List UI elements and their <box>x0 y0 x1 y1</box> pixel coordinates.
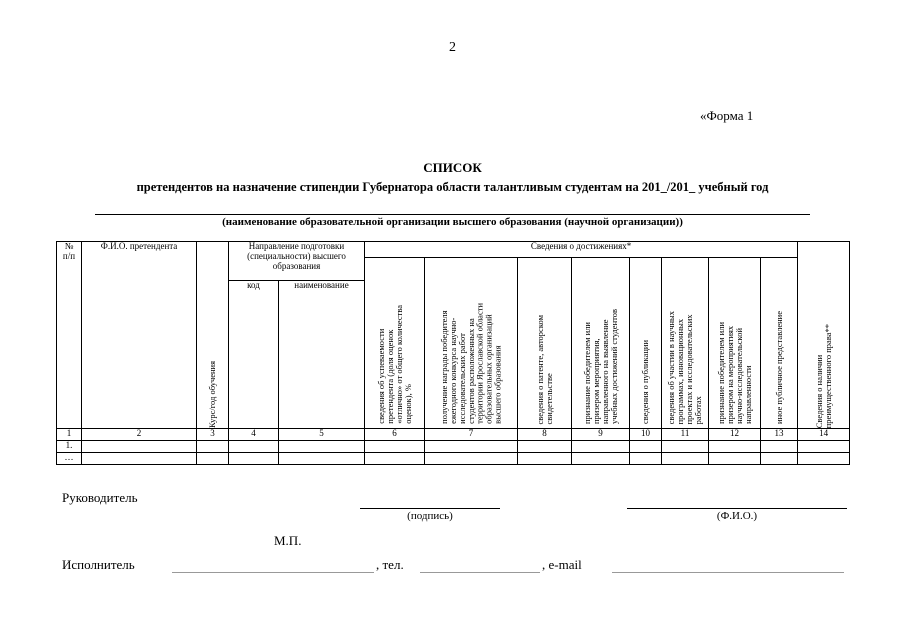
col-number: 4 <box>229 429 279 441</box>
col-number: 7 <box>425 429 518 441</box>
table-row <box>57 441 850 453</box>
header-direction: Направление подготовки (специальности) высшего образования <box>229 242 365 281</box>
header-c11: сведения об участии в научных программах, инновационных проектах и исследовательских работах <box>662 258 709 429</box>
header-c6: сведения об успеваемости претендента (доля оценок «отлично» от общего количества оценок), % <box>365 258 425 429</box>
col-number: 12 <box>709 429 761 441</box>
executor-label: Исполнитель <box>62 557 135 572</box>
col-number: 11 <box>662 429 709 441</box>
header-c12: признание победителем или призером на мероприятиях научно-исследовательской направленности <box>709 258 761 429</box>
col-number: 2 <box>82 429 197 441</box>
col-number: 8 <box>518 429 572 441</box>
tel-line <box>420 572 540 573</box>
head-label: Руководитель <box>62 490 138 505</box>
header-c7: получение награды победителя ежегодного конкурса научно- исследовательских работ студентов расположенных на территории Ярославской области образовательных организаций высшего образования <box>425 258 518 429</box>
col-number: 6 <box>365 429 425 441</box>
header-c10: сведения о публикации <box>630 258 662 429</box>
column-numbers-row <box>57 429 850 441</box>
signature-caption: (подпись) <box>407 510 453 522</box>
col-number: 5 <box>279 429 365 441</box>
table-row <box>57 453 850 465</box>
email-line <box>612 572 844 573</box>
header-c14: Сведения о наличии преимущественного права** <box>798 242 850 429</box>
row-ellipsis: … <box>57 453 82 465</box>
header-c9: признание победителем или призером мероприятия, направленного на выявление учебных достижений студентов <box>572 258 630 429</box>
col-number: 13 <box>761 429 798 441</box>
document-title: СПИСОК <box>423 160 482 175</box>
form-label: «Форма 1 <box>700 108 754 123</box>
header-c8: сведения о патенте, авторском свидетельстве <box>518 258 572 429</box>
header-course: Курс/год обучения <box>197 242 229 429</box>
org-name-caption: (наименование образовательной организации высшего образования (научной организации)) <box>222 216 683 228</box>
col-number: 1 <box>57 429 82 441</box>
org-name-line <box>95 214 810 215</box>
page-number: 2 <box>449 40 456 55</box>
document-subtitle: претендентов на назначение стипендии Губернатора области талантливым студентам на 201_/201_ учебный год <box>136 180 769 194</box>
row-number: 1. <box>57 441 82 453</box>
fio-line <box>627 508 847 509</box>
header-c13: иное публичное представление <box>761 258 798 429</box>
header-code: код <box>229 281 279 429</box>
header-fio: Ф.И.О. претендента <box>82 242 197 429</box>
executor-name-line <box>172 572 374 573</box>
header-number: № п/п <box>57 242 82 429</box>
tel-label: , тел. <box>376 557 404 572</box>
header-achievements: Сведения о достижениях* <box>365 242 798 258</box>
candidates-table <box>56 241 850 465</box>
email-label: , e-mail <box>542 557 582 572</box>
header-name: наименование <box>279 281 365 429</box>
col-number: 3 <box>197 429 229 441</box>
col-number: 10 <box>630 429 662 441</box>
fio-caption: (Ф.И.О.) <box>716 510 758 522</box>
signature-line <box>360 508 500 509</box>
stamp-label: М.П. <box>274 533 302 548</box>
col-number: 9 <box>572 429 630 441</box>
col-number: 14 <box>798 429 850 441</box>
